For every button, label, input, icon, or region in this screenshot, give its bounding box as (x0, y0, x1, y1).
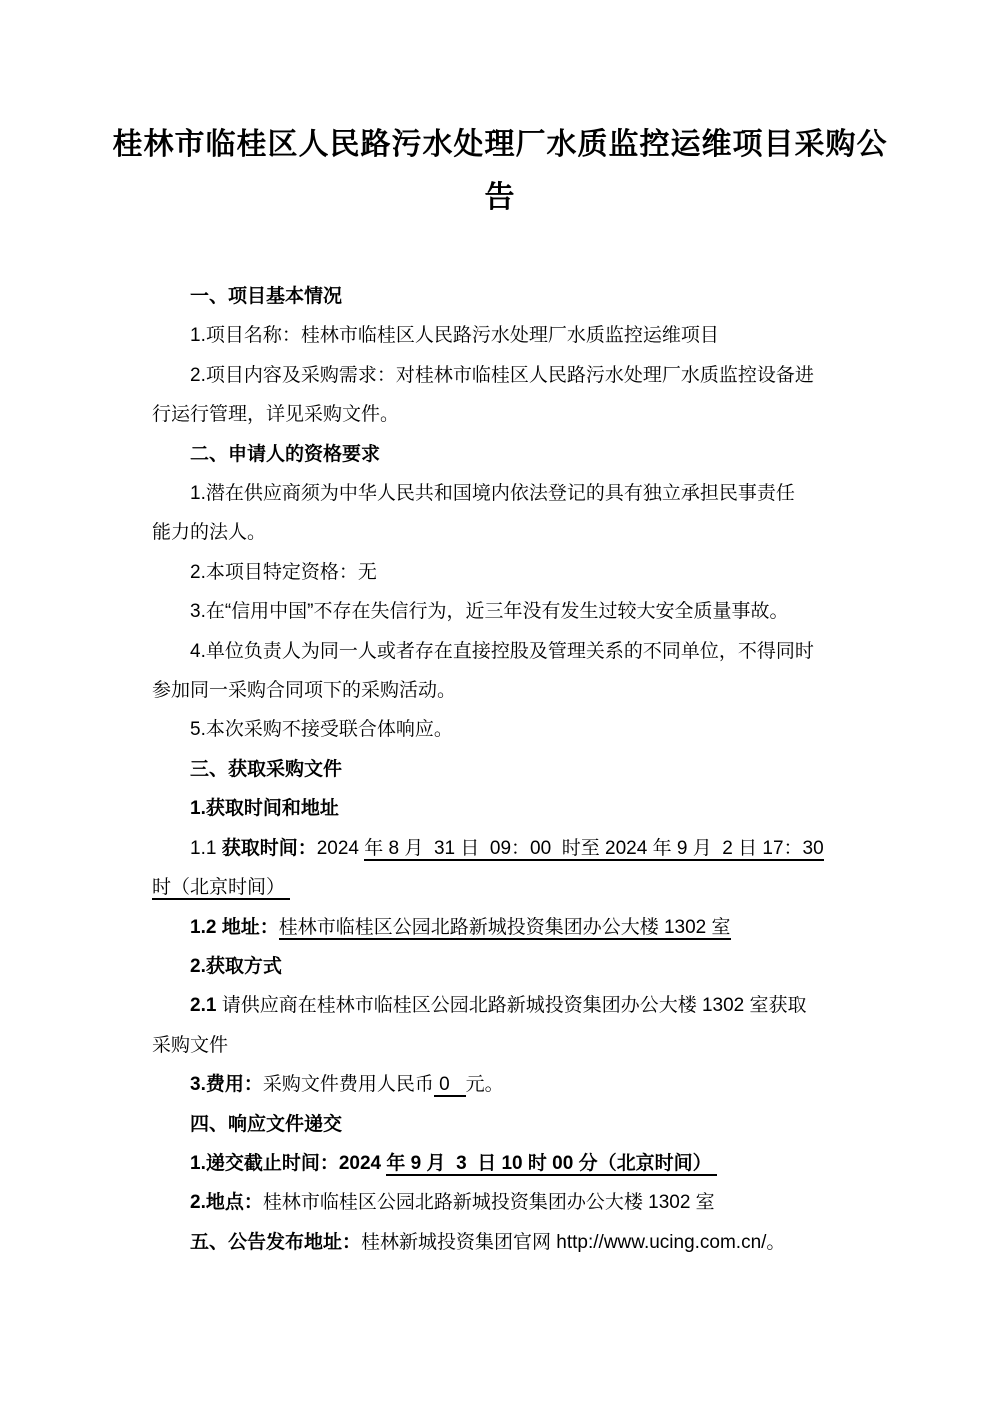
text-run: 1.项目名称：桂林市临桂区人民路污水处理厂水质监控运维项目 (190, 325, 719, 347)
document-body (152, 277, 880, 1262)
section-heading (152, 1223, 880, 1262)
text-run: 采购文件 (152, 1034, 229, 1056)
text-run: 桂林市临桂区公园北路新城投资集团办公大楼 1302 室 (262, 1192, 715, 1214)
text-run: 2024 (338, 1152, 387, 1174)
text-run: 参加同一采购合同项下的采购活动。 (152, 680, 457, 702)
body-line (152, 710, 880, 749)
body-line (152, 474, 880, 513)
text-run: 元。 (465, 1074, 504, 1096)
body-line (152, 986, 880, 1025)
body-line (152, 908, 880, 947)
text-run: 2.地点： (190, 1192, 263, 1214)
text-run: 年 8 月 31 日 09：00 时至 2024 年 9 月 2 日 17：30 (364, 837, 824, 859)
body-line (152, 868, 880, 907)
text-run: 年 9 月 3 日 10 时 00 分（北京时间） (386, 1152, 717, 1174)
text-run: 一、项目基本情况 (190, 286, 343, 307)
body-line (152, 671, 880, 710)
body-line (152, 1065, 880, 1104)
document-title (0, 0, 1000, 224)
text-run: 2.项目内容及采购需求：对桂林市临桂区人民路污水处理厂水质监控设备进 (190, 364, 814, 386)
text-run: 1.1 (190, 837, 222, 859)
text-run: 1.潜在供应商须为中华人民共和国境内依法登记的具有独立承担民事责任 (190, 483, 795, 505)
text-run: 五、公告发布地址： (190, 1231, 362, 1253)
text-run: 3.费用： (190, 1074, 263, 1096)
text-run: 请供应商在桂林市临桂区公园北路新城投资集团办公大楼 1302 室获取 (221, 995, 807, 1017)
body-line (152, 1183, 880, 1222)
body-line (152, 316, 880, 355)
sub-heading (152, 789, 880, 828)
section-heading (152, 750, 880, 789)
text-run: 0 (433, 1074, 466, 1096)
text-run: 5.本次采购不接受联合体响应。 (190, 719, 453, 741)
title-line-1: 桂林市临桂区人民路污水处理厂水质监控运维项目采购公 (112, 128, 888, 161)
body-line (152, 632, 880, 671)
text-run: 二、申请人的资格要求 (190, 443, 381, 465)
body-line (152, 592, 880, 631)
text-run: 1.获取时间和地址 (190, 798, 339, 820)
text-run: 能力的法人。 (152, 522, 267, 544)
body-line (152, 1026, 880, 1065)
body-line (152, 829, 880, 868)
section-heading (152, 435, 880, 474)
text-run: 行运行管理，详见采购文件。 (152, 404, 400, 426)
section-heading (152, 1105, 880, 1144)
text-run: 桂林市临桂区公园北路新城投资集团办公大楼 1302 室 (278, 916, 731, 938)
body-line (152, 356, 880, 395)
text-run: 4.单位负责人为同一人或者存在直接控股及管理关系的不同单位，不得同时 (190, 640, 814, 662)
text-run: 1.递交截止时间： (190, 1152, 339, 1174)
text-run: 获取时间： (221, 837, 317, 859)
body-line (152, 553, 880, 592)
body-line (152, 1144, 880, 1183)
text-run: 桂林新城投资集团官网 http://www.ucing.com.cn/。 (361, 1231, 786, 1253)
text-run: 三、获取采购文件 (190, 758, 343, 780)
body-line (152, 513, 880, 552)
text-run: 四、响应文件递交 (190, 1113, 343, 1135)
text-run: 3.在“信用中国”不存在失信行为，近三年没有发生过较大安全质量事故。 (190, 601, 789, 623)
text-run: 1.2 地址： (190, 916, 279, 938)
text-run: 2.本项目特定资格：无 (190, 561, 377, 583)
text-run: 2.获取方式 (190, 955, 282, 977)
text-run: 2.1 (190, 995, 222, 1017)
text-run: 2024 (316, 837, 365, 859)
sub-heading (152, 947, 880, 986)
body-line (152, 395, 880, 434)
title-line-2: 告 (484, 181, 516, 214)
text-run: 采购文件费用人民币 (262, 1074, 434, 1096)
text-run: 时（北京时间） (152, 877, 291, 899)
section-heading (152, 277, 880, 316)
